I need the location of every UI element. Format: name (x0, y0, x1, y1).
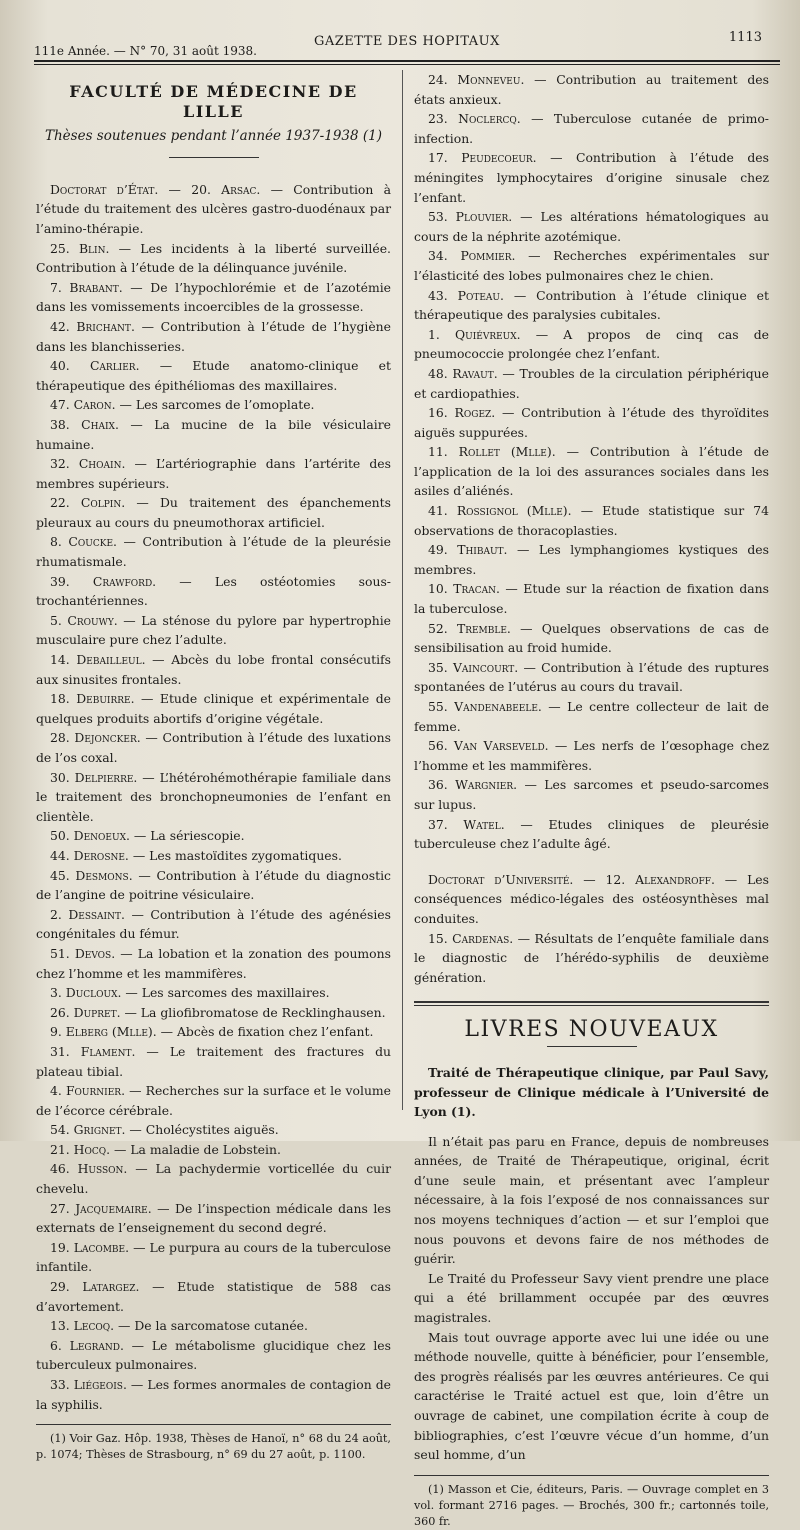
thesis-author: Peudecoeur. (461, 150, 537, 166)
thesis-title: — La sténose du pylore par hypertrophie musculaire pure chez l’adulte. (36, 612, 391, 648)
thesis-author: Cardenas. (452, 930, 514, 946)
thesis-title: — Contribution à l’étude des méningites lymphocytaires d’origine sinusale chez l’enfant. (414, 150, 769, 205)
thesis-entry (36, 728, 391, 767)
thesis-entry (36, 905, 391, 944)
thesis-title: — Contribution à l’étude du diagnostic de l’angine de poitrine vésiculaire. (36, 867, 391, 903)
thesis-author: Chaix. (81, 416, 119, 432)
thesis-title: — La pachydermie vorticellée du cuir chevelu. (36, 1161, 391, 1197)
thesis-title: — De la sarcomatose cutanée. (114, 1318, 308, 1334)
thesis-author: Choain. (78, 456, 126, 472)
thesis-entry (36, 611, 391, 650)
thesis-author: Caron. (73, 397, 116, 413)
left-column (36, 70, 391, 1463)
thesis-entry (36, 944, 391, 983)
thesis-entry (36, 1336, 391, 1375)
thesis-entry (36, 1140, 391, 1160)
thesis-entry (36, 866, 391, 905)
thesis-number: 51. (50, 945, 75, 961)
thesis-number: 52. (428, 620, 457, 636)
thesis-title: — Résultats de l’enquête familiale dans le diagnostic de l’hérédo-syphilis de deuxième génération. (414, 930, 769, 985)
thesis-entry (36, 317, 391, 356)
thesis-title: — Tuberculose cutanée de primo-infection. (414, 111, 769, 146)
thesis-entry (36, 650, 391, 689)
thesis-number: 7. (50, 279, 70, 295)
thesis-author: Plouvier. (455, 209, 513, 225)
thesis-title: — Les mastoïdites zygomatiques. (128, 847, 342, 863)
thesis-title: — Les sarcomes de l’omoplate. (115, 397, 315, 413)
thesis-number: 5. (50, 612, 68, 628)
thesis-author: Poteau. (457, 287, 504, 303)
book-title: Traité de Thérapeutique clinique, par Paul Savy, professeur de Clinique médicale à l’Université de Lyon (1). (414, 1064, 769, 1120)
thesis-number: 56. (428, 738, 454, 754)
thesis-title: — Les nerfs de l’œsophage chez l’homme et les mammifères. (414, 738, 769, 773)
thesis-number: 2. (50, 906, 69, 922)
thesis-title: — Les lymphangiomes kystiques des membres. (414, 542, 769, 577)
page-number: 1113 (728, 30, 762, 45)
thesis-number: 30. (50, 769, 75, 785)
thesis-title: — Recherches sur la surface et le volume de l’écorce cérébrale. (36, 1083, 392, 1118)
thesis-entry (36, 1022, 391, 1042)
thesis-entry (36, 1042, 391, 1081)
thesis-entry (36, 415, 391, 454)
thesis-number: 37. (428, 816, 464, 832)
thesis-entry (414, 364, 769, 403)
thesis-entry (414, 775, 769, 814)
thesis-title: — Les incidents à la liberté surveillée. Contribution à l’étude de la délinquance juvénile. (36, 240, 391, 276)
thesis-entry (36, 493, 391, 532)
thesis-title: — Contribution à l’étude des agénésies congénitales du fémur. (36, 906, 391, 942)
thesis-author: Desmons. (75, 867, 133, 883)
footnote-right: (1) Masson et Cie, éditeurs, Paris. — Ouvrage complet en 3 vol. formant 2716 pages. — Brochés, 300 fr.; cartonnés toile, 360 fr. (414, 1482, 769, 1528)
thesis-entry (36, 1159, 391, 1198)
thesis-entry (36, 689, 391, 728)
thesis-number: 48. (428, 365, 453, 381)
thesis-author: Tremble. (456, 620, 511, 636)
thesis-author: Monneveu. (457, 72, 525, 87)
thesis-entry (414, 246, 769, 285)
thesis-number: 22. (50, 495, 81, 511)
thesis-number: 23. (428, 111, 459, 127)
thesis-number: 45. (50, 867, 76, 883)
thesis-number: 9. (50, 1024, 66, 1040)
thesis-number: 25. (50, 240, 79, 256)
thesis-title: — Contribution au traitement des états anxieux. (414, 72, 769, 107)
thesis-title: — Les sarcomes et pseudo-sarcomes sur lupus. (414, 777, 769, 812)
thesis-entry (414, 540, 769, 579)
thesis-author: Debuirre. (76, 691, 135, 707)
review-paragraph: Le Traité du Professeur Savy vient prendre une place qui a été brillamment occupée par des œuvres magistrales. (414, 1270, 769, 1326)
thesis-author: Elberg (Mlle). (65, 1024, 157, 1040)
thesis-entry (36, 532, 391, 571)
thesis-title: — Recherches expérimentales sur l’élasticité des lobes pulmonaires chez le chien. (414, 248, 769, 283)
thesis-author: Delpierre. (74, 769, 138, 785)
footnote-left: (1) Voir Gaz. Hôp. 1938, Thèses de Hanoï, n° 68 du 24 août, p. 1074; Thèses de Strasbourg, n° 69 du 27 août, p. 1100. (36, 1432, 391, 1462)
column-divider (402, 70, 403, 1110)
thesis-entry (414, 148, 769, 207)
thesis-number: 10. (428, 581, 454, 597)
thesis-entry (36, 983, 391, 1003)
thesis-number: 39. (50, 573, 93, 589)
thesis-title: — Etude statistique de 588 cas d’avortement. (36, 1279, 391, 1314)
thesis-author: Blin. (78, 240, 110, 256)
thesis-entry (414, 658, 769, 697)
thesis-number: 6. (50, 1337, 70, 1353)
thesis-number: 55. (428, 699, 455, 714)
thesis-number: 8. (50, 534, 69, 550)
issue-info: 111e Année. — N° 70, 31 août 1938. (34, 44, 257, 58)
thesis-author: Vaincourt. (452, 659, 519, 675)
thesis-author: Husson. (77, 1161, 128, 1177)
thesis-title: — Le métabolisme glucidique chez les tuberculeux pulmonaires. (36, 1337, 391, 1373)
thesis-title: — Du traitement des épanchements pleuraux au cours du pneumothorax artificiel. (36, 495, 391, 530)
thesis-author: Dupret. (73, 1004, 121, 1020)
thesis-author: Grignet. (73, 1122, 126, 1138)
thesis-number: 29. (50, 1279, 83, 1295)
thesis-author: Coucke. (68, 534, 117, 550)
section-heading: Doctorat d’Université. — (428, 871, 606, 887)
thesis-author: Fournier. (65, 1083, 126, 1099)
thesis-title: — La sériescopie. (129, 828, 245, 844)
thesis-author: Tracan. (453, 581, 500, 597)
thesis-entry (414, 619, 769, 658)
thesis-entry (414, 325, 769, 364)
thesis-entry (414, 403, 769, 442)
thesis-author: Ducloux. (65, 985, 122, 1001)
page-header (34, 30, 780, 60)
thesis-entry (414, 109, 769, 148)
thesis-title: — La lobation et la zonation des poumons chez l’homme et les mammifères. (36, 945, 391, 981)
thesis-author: Noclercq. (458, 111, 521, 127)
thesis-number: 50. (50, 828, 74, 844)
thesis-title: — Abcès de fixation chez l’enfant. (156, 1024, 374, 1040)
thesis-author: Crawford. (92, 573, 157, 589)
right-thesis-list (414, 70, 769, 854)
thesis-title: — Contribution à l’étude de l’hygiène dans les blanchisseries. (36, 318, 391, 354)
footnote-rule-right (414, 1475, 769, 1476)
thesis-number: 49. (428, 542, 458, 558)
thesis-author: Van Varseveld. (453, 738, 549, 754)
thesis-title: — L’hétérohémothérapie familiale dans le traitement des bronchopneumonies de l’enfant en clientèle. (36, 769, 391, 824)
thesis-entry (36, 1277, 391, 1316)
thesis-number: 36. (428, 777, 456, 793)
thesis-title: — Le traitement des fractures du plateau tibial. (36, 1043, 391, 1079)
thesis-entry (414, 929, 769, 988)
thesis-number: 26. (50, 1004, 74, 1020)
section-rule (414, 1001, 769, 1006)
thesis-author: Quiévreux. (454, 326, 521, 342)
thesis-entry (36, 826, 391, 846)
thesis-author: Debailleul. (76, 652, 146, 668)
faculty-title: FACULTÉ DE MÉDECINE DE LILLE (69, 82, 358, 121)
thesis-author: Dessaint. (68, 906, 125, 922)
thesis-title: — De l’inspection médicale dans les externats de l’enseignement du second degré. (36, 1200, 391, 1236)
thesis-number: 35. (428, 659, 453, 675)
thesis-number: 40. (50, 358, 90, 374)
thesis-number: 19. (50, 1239, 74, 1255)
doctorat-etat-list (36, 180, 391, 1414)
thesis-title: — Contribution à l’étude de la pleurésie rhumatismale. (36, 534, 392, 570)
thesis-number: 47. (50, 397, 74, 413)
thesis-entry (36, 1199, 391, 1238)
thesis-entry (414, 70, 769, 109)
thesis-author: Devos. (74, 945, 116, 961)
livres-title: LIVRES NOUVEAUX (464, 1017, 719, 1043)
thesis-title: — Contribution à l’étude de l’application de la loi des assurances sociales dans les asiles d’aliénés. (414, 444, 769, 499)
thesis-number: 12. (605, 871, 636, 887)
thesis-title: — Le purpura au cours de la tuberculose infantile. (36, 1239, 391, 1275)
thesis-entry (36, 239, 391, 278)
thesis-number: 20. (191, 181, 222, 197)
thesis-number: 13. (50, 1318, 74, 1334)
thesis-entry (36, 278, 391, 317)
thesis-title: — Les formes anormales de contagion de la syphilis. (36, 1377, 391, 1412)
thesis-number: 11. (428, 444, 459, 460)
thesis-author: Thibaut. (457, 542, 508, 558)
thesis-number: 46. (50, 1161, 78, 1177)
thesis-title: — Contribution à l’étude clinique et thérapeutique des paralysies cubitales. (414, 287, 769, 323)
thesis-author: Derosne. (73, 847, 129, 863)
thesis-number: 16. (428, 405, 455, 421)
thesis-title: — Etude sur la réaction de fixation dans la tuberculose. (414, 581, 769, 617)
thesis-number: 42. (50, 318, 77, 334)
thesis-number: 3. (50, 985, 66, 1001)
thesis-title: — Les conséquences médico-légales des ostéosynthèses mal conduites. (414, 871, 769, 926)
thesis-title: — Etude anatomo-clinique et thérapeutique des épithéliomas des maxillaires. (36, 358, 391, 393)
thesis-number: 31. (50, 1043, 81, 1059)
right-column (414, 70, 769, 1530)
thesis-author: Pommier. (460, 248, 516, 264)
thesis-entry (36, 454, 391, 493)
thesis-number: 14. (50, 652, 77, 668)
thesis-number: 15. (428, 930, 453, 946)
thesis-author: Vandenabeele. (454, 699, 542, 714)
thesis-title: — Le centre collecteur de lait de femme. (414, 699, 769, 734)
thesis-title: — Contribution à l’étude des ruptures spontanées de l’utérus au cours du travail. (414, 659, 769, 695)
thesis-number: 33. (50, 1377, 74, 1392)
thesis-number: 32. (50, 456, 79, 472)
thesis-entry (36, 1120, 391, 1140)
thesis-number: 18. (50, 691, 77, 707)
thesis-title: — Etudes cliniques de pleurésie tuberculeuse chez l’adulte âgé. (414, 816, 769, 852)
thesis-author: Arsac. (221, 181, 261, 197)
header-rule (34, 60, 780, 65)
thesis-entry (414, 579, 769, 618)
thesis-author: Liégeois. (73, 1377, 127, 1392)
thesis-number: 24. (428, 72, 458, 87)
thesis-number: 44. (50, 847, 74, 863)
thesis-title: — Les sarcomes des maxillaires. (121, 985, 330, 1001)
thesis-author: Rollet (Mlle). (458, 444, 556, 460)
thesis-title: — La mucine de la bile vésiculaire humaine. (36, 416, 391, 452)
livres-rule (547, 1046, 637, 1047)
thesis-author: Dejoncker. (74, 730, 141, 746)
thesis-title: — La gliofibromatose de Recklinghausen. (120, 1004, 386, 1020)
review-paragraph: Il n’était pas paru en France, depuis de nombreuses années, de Traité de Thérapeutique, original, écrit d’une seule main, et présentant avec l’ampleur nécessaire, à la fois l’exposé de nos connaissances sur nos moyens techniques d’action — et sur l’emploi que nous pouvons et devons faire de nos méthodes de guérir. (414, 1133, 769, 1267)
thesis-entry (414, 870, 769, 929)
journal-title: GAZETTE DES HOPITAUX (314, 34, 500, 49)
thesis-author: Flament. (80, 1043, 136, 1059)
thesis-title: — Les ostéotomies sous-trochantériennes. (36, 573, 391, 609)
thesis-author: Brichant. (76, 318, 135, 334)
thesis-title: — De l’hypochlorémie et de l’azotémie dans les vomissements incoercibles de la grossesse. (36, 279, 391, 315)
thesis-number: 17. (428, 150, 462, 166)
thesis-entry (36, 1081, 391, 1120)
thesis-entry (36, 1238, 391, 1277)
thesis-author: Rossignol (Mlle). (456, 503, 572, 519)
thesis-author: Hocq. (73, 1141, 111, 1157)
thesis-number: 38. (50, 416, 82, 432)
doctorat-universite-list (414, 870, 769, 988)
thesis-title: — Cholécystites aiguës. (125, 1122, 279, 1138)
thesis-entry (36, 846, 391, 866)
section-heading: Doctorat d’État. — (50, 181, 192, 197)
thesis-author: Jacquemaire. (75, 1200, 152, 1216)
thesis-entry (36, 768, 391, 827)
thesis-entry (414, 501, 769, 540)
thesis-entry (36, 356, 391, 395)
title-rule (169, 157, 259, 158)
thesis-entry (414, 207, 769, 246)
thesis-title: — Contribution à l’étude du traitement des ulcères gastro-duodénaux par l’amino-thérapie. (36, 181, 391, 236)
thesis-entry (36, 180, 391, 239)
thesis-author: Colpin. (80, 495, 126, 511)
thesis-author: Latargez. (82, 1279, 140, 1295)
thesis-number: 1. (428, 326, 455, 342)
thesis-author: Legrand. (69, 1337, 124, 1353)
book-review (414, 1132, 769, 1465)
thesis-author: Denoeux. (73, 828, 130, 844)
thesis-author: Carlier. (89, 358, 140, 374)
thesis-title: — Etude statistique sur 74 observations de thoracoplasties. (414, 503, 769, 538)
thesis-title: — Troubles de la circulation périphérique et cardiopathies. (414, 365, 769, 401)
thesis-author: Wargnier. (455, 777, 518, 793)
footnote-rule (36, 1424, 391, 1425)
thesis-entry (414, 697, 769, 736)
thesis-number: 41. (428, 503, 457, 519)
thesis-number: 27. (50, 1200, 76, 1216)
thesis-entry (414, 286, 769, 325)
thesis-number: 4. (50, 1083, 66, 1099)
thesis-entry (36, 572, 391, 611)
thesis-title: — L’artériographie dans l’artérite des membres supérieurs. (36, 456, 391, 491)
thesis-title: — La maladie de Lobstein. (110, 1141, 281, 1157)
thesis-title: — A propos de cinq cas de pneumococcie prolongée chez l’enfant. (414, 326, 769, 362)
faculty-subtitle: Thèses soutenues pendant l’année 1937-1938 (1) (44, 128, 383, 145)
thesis-title: — Etude clinique et expérimentale de quelques produits abortifs d’origine végétale. (36, 691, 391, 726)
thesis-entry (414, 736, 769, 775)
thesis-author: Rogez. (454, 405, 496, 421)
thesis-entry (36, 1375, 391, 1414)
thesis-title: — Contribution à l’étude des luxations de l’os coxal. (36, 730, 391, 765)
thesis-title: — Contribution à l’étude des thyroïdites aiguës suppurées. (414, 405, 769, 440)
thesis-entry (36, 1003, 391, 1023)
thesis-title: — Abcès du lobe frontal consécutifs aux sinusites frontales. (36, 652, 391, 687)
thesis-author: Lacombe. (73, 1239, 130, 1255)
thesis-number: 53. (428, 209, 456, 225)
thesis-author: Crouwy. (67, 612, 118, 628)
review-paragraph: Mais tout ouvrage apporte avec lui une idée ou une méthode nouvelle, quitte à bénéficier, pour l’ensemble, des progrès réalisés par les œuvres antérieures. Ce qui caractérise le Traité actuel est que, loin d’être un ouvrage de cabinet, une compilation écrite à coup de bibliographies, c’est l’œuvre vécue d’un homme, d’un seul homme, d’un (414, 1329, 769, 1463)
thesis-entry (414, 815, 769, 854)
thesis-author: Alexandroff. (635, 871, 715, 887)
thesis-number: 43. (428, 287, 458, 303)
thesis-title: — Les altérations hématologiques au cours de la néphrite azotémique. (414, 209, 769, 244)
thesis-number: 34. (428, 248, 461, 264)
thesis-author: Brabant. (69, 279, 123, 295)
thesis-entry (36, 395, 391, 415)
thesis-entry (36, 1316, 391, 1336)
thesis-number: 28. (50, 730, 75, 746)
thesis-author: Watel. (463, 816, 505, 832)
thesis-author: Ravaut. (452, 365, 498, 381)
thesis-number: 21. (50, 1141, 74, 1157)
thesis-author: Lecoq. (73, 1318, 115, 1334)
thesis-title: — Quelques observations de cas de sensibilisation au froid humide. (414, 620, 769, 656)
thesis-number: 54. (50, 1122, 74, 1138)
thesis-entry (414, 442, 769, 501)
